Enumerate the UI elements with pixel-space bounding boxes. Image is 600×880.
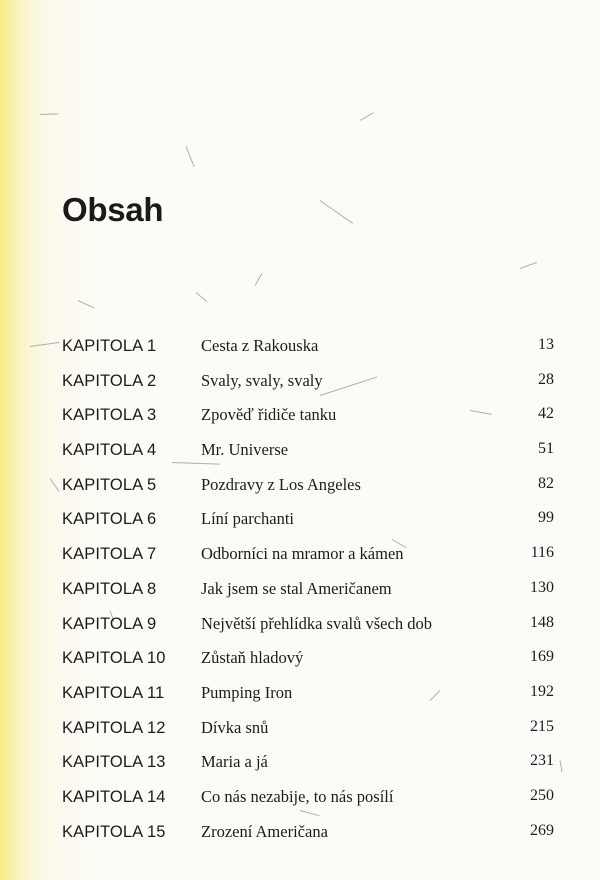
toc-entry [0, 816, 600, 851]
chapter-title: Líní parchanti [201, 509, 295, 529]
toc-entry [0, 469, 600, 504]
chapter-title: Jak jsem se stal Američanem [201, 578, 392, 598]
chapter-page-number: 13 [538, 336, 554, 353]
chapter-label: KAPITOLA 7 [62, 545, 157, 564]
toc-entry [0, 434, 600, 469]
chapter-page-number: 269 [530, 821, 554, 839]
chapter-title: Největší přehlídka svalů všech dob [201, 613, 432, 633]
chapter-page-number: 231 [530, 752, 554, 770]
chapter-label: KAPITOLA 10 [62, 649, 166, 668]
toc-entry [0, 503, 600, 538]
table-of-contents [0, 330, 600, 850]
chapter-page-number: 116 [530, 544, 554, 562]
paper-fiber [196, 292, 207, 302]
chapter-page-number: 42 [538, 405, 554, 423]
chapter-title: Odborníci na mramor a kámen [201, 544, 404, 564]
chapter-title: Cesta z Rakouska [201, 336, 319, 355]
chapter-title: Svaly, svaly, svaly [201, 370, 323, 390]
paper-fiber [255, 273, 263, 286]
chapter-label: KAPITOLA 9 [62, 614, 157, 633]
toc-entry [0, 746, 600, 781]
toc-entry [0, 399, 600, 434]
chapter-label: KAPITOLA 6 [62, 510, 157, 529]
chapter-page-number: 148 [530, 613, 554, 631]
chapter-page-number: 51 [538, 440, 554, 458]
paper-fiber [520, 262, 537, 269]
toc-entry [0, 642, 600, 677]
chapter-label: KAPITOLA 11 [62, 683, 165, 702]
chapter-label: KAPITOLA 13 [62, 753, 166, 772]
toc-entry [0, 538, 600, 573]
chapter-page-number: 250 [530, 786, 554, 804]
toc-entry [0, 330, 600, 365]
chapter-label: KAPITOLA 8 [62, 579, 157, 598]
chapter-page-number: 192 [530, 682, 554, 700]
chapter-title: Co nás nezabije, to nás posílí [201, 786, 394, 806]
chapter-page-number: 28 [538, 370, 554, 388]
chapter-label: KAPITOLA 15 [62, 822, 166, 841]
chapter-title: Pumping Iron [201, 682, 293, 702]
chapter-page-number: 169 [530, 648, 554, 666]
chapter-page-number: 99 [538, 509, 554, 527]
chapter-label: KAPITOLA 4 [62, 441, 157, 460]
chapter-title: Mr. Universe [201, 440, 289, 460]
chapter-label: KAPITOLA 3 [62, 406, 157, 425]
chapter-label: KAPITOLA 14 [62, 787, 166, 806]
paper-fiber [78, 300, 95, 309]
toc-entry [0, 608, 600, 643]
toc-entry [0, 712, 600, 747]
page-title: Obsah [62, 191, 164, 228]
paper-fiber [40, 113, 58, 115]
chapter-title: Zrození Američana [201, 821, 328, 841]
chapter-label: KAPITOLA 1 [62, 337, 157, 355]
chapter-title: Maria a já [201, 752, 268, 772]
toc-entry [0, 365, 600, 400]
paper-fiber [320, 200, 353, 224]
chapter-title: Pozdravy z Los Angeles [201, 474, 361, 494]
paper-fiber [360, 112, 374, 121]
chapter-page-number: 130 [530, 578, 554, 596]
chapter-page-number: 82 [538, 474, 554, 492]
chapter-label: KAPITOLA 5 [62, 475, 157, 494]
paper-fiber [186, 146, 195, 167]
toc-entry [0, 573, 600, 608]
toc-entry [0, 781, 600, 816]
chapter-title: Zpověď řidiče tanku [201, 405, 337, 425]
chapter-title: Zůstaň hladový [201, 648, 304, 668]
chapter-label: KAPITOLA 2 [62, 371, 157, 390]
chapter-page-number: 215 [530, 717, 554, 735]
chapter-title: Dívka snů [201, 717, 269, 737]
toc-entry [0, 677, 600, 712]
chapter-label: KAPITOLA 12 [62, 718, 166, 737]
